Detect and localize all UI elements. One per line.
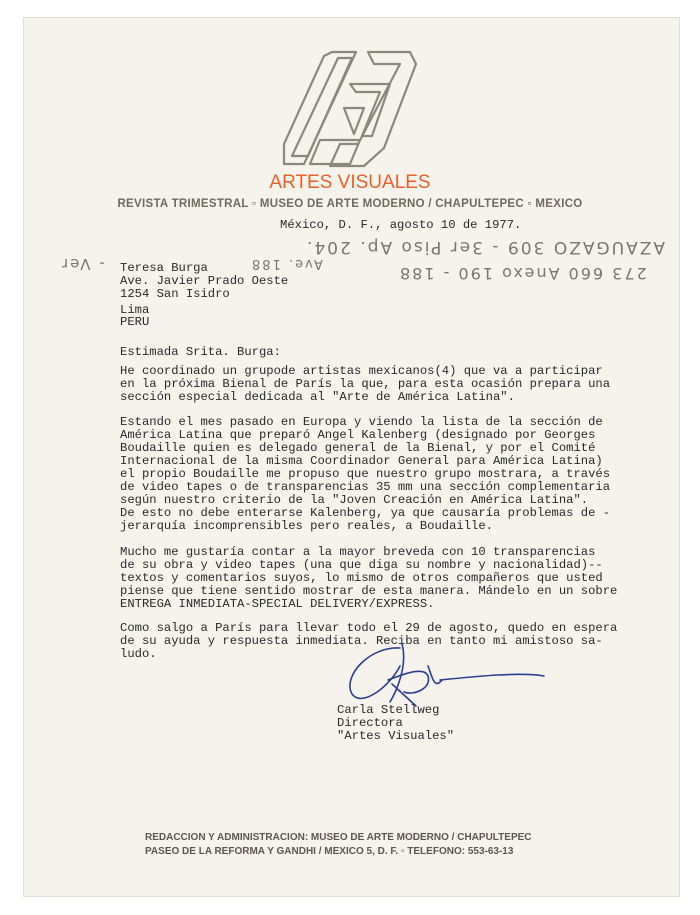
body-line: Internacional de la misma Coordinador General para América Latina) bbox=[120, 454, 603, 468]
brand-name: ARTES VISUALES bbox=[269, 172, 431, 193]
footer-line-2: PASEO DE LA REFORMA Y GANDHI / MEXICO 5, D. F. ▫ TELEFONO: 553-63-13 bbox=[145, 846, 514, 857]
body-line: textos y comentarios suyos, lo mismo de otros compañeros que usted bbox=[120, 571, 603, 585]
body-line: Mucho me gustaría contar a la mayor breveda con 10 transparencias bbox=[120, 545, 596, 559]
body-line: América Latina que preparó Angel Kalenberg (designado por Georges bbox=[120, 428, 596, 442]
body-line: ludo. bbox=[120, 647, 157, 661]
signer-organization: "Artes Visuales" bbox=[337, 729, 455, 743]
handwritten-phone: 273 660 Anexo 190 - 188 bbox=[398, 264, 647, 283]
body-line: en la próxima Bienal de París la que, para esta ocasión prepara una bbox=[120, 377, 611, 391]
body-line: el propio Boudaille me propuso que nuestro grupo mostrara, a través bbox=[120, 467, 611, 481]
date-line: México, D. F., agosto 10 de 1977. bbox=[280, 218, 522, 232]
recipient-line: PERU bbox=[120, 315, 150, 329]
footer-line-1: REDACCION Y ADMINISTRACION: MUSEO DE ARTE MODERNO / CHAPULTEPEC bbox=[145, 832, 532, 843]
signer-name: Carla Stellweg bbox=[337, 703, 440, 717]
body-line: Boudaille quien es delegado general de la Bienal, y por el Comité bbox=[120, 441, 596, 455]
body-line: De esto no debe enterarse Kalenberg, ya que causaría problemas de - bbox=[120, 506, 611, 520]
handwritten-address: AZAUGAZO 309 - 3er Piso Ap. 204. bbox=[305, 237, 665, 257]
salutation: Estimada Srita. Burga: bbox=[120, 345, 281, 359]
body-line: sección especial dedicada al "Arte de América Latina". bbox=[120, 390, 515, 404]
handwritten-note-alt: Ave. 188 bbox=[250, 256, 323, 271]
recipient-line: 1254 San Isidro bbox=[120, 287, 230, 301]
artes-visuales-logo bbox=[280, 44, 420, 174]
handwritten-margin-note: - Ver bbox=[60, 255, 105, 273]
body-line: Estando el mes pasado en Europa y viendo la lista de la sección de bbox=[120, 415, 603, 429]
body-line: jerarquía incomprensibles pero reales, a Boudaille. bbox=[120, 519, 493, 533]
body-line: de su obra y video tapes (una que diga su nombre y nacionalidad)-- bbox=[120, 558, 603, 572]
signer-title: Directora bbox=[337, 716, 403, 730]
letterhead-tagline: REVISTA TRIMESTRAL ▫ MUSEO DE ARTE MODERNO / CHAPULTEPEC ▫ MEXICO bbox=[117, 198, 583, 210]
body-line: piense que tiene sentido mostrar de esta manera. Mándelo en un sobre bbox=[120, 584, 618, 598]
recipient-line: Ave. Javier Prado Oeste bbox=[120, 274, 289, 288]
body-line: He coordinado un grupode artistas mexicanos(4) que va a participar bbox=[120, 364, 603, 378]
recipient-line: Teresa Burga bbox=[120, 261, 208, 275]
body-line: de su ayuda y respuesta inmediata. Reciba en tanto mi amistoso sa- bbox=[120, 634, 603, 648]
body-line: ENTREGA INMEDIATA-SPECIAL DELIVERY/EXPRESS. bbox=[120, 597, 435, 611]
body-line: según nuestro criterio de la "Joven Creación en América Latina". bbox=[120, 493, 589, 507]
body-line: Como salgo a París para llevar todo el 29 de agosto, quedo en espera bbox=[120, 621, 618, 635]
recipient-line: Lima bbox=[120, 303, 150, 317]
body-line: de video tapes o de transparencias 35 mm una sección complementaria bbox=[120, 480, 611, 494]
